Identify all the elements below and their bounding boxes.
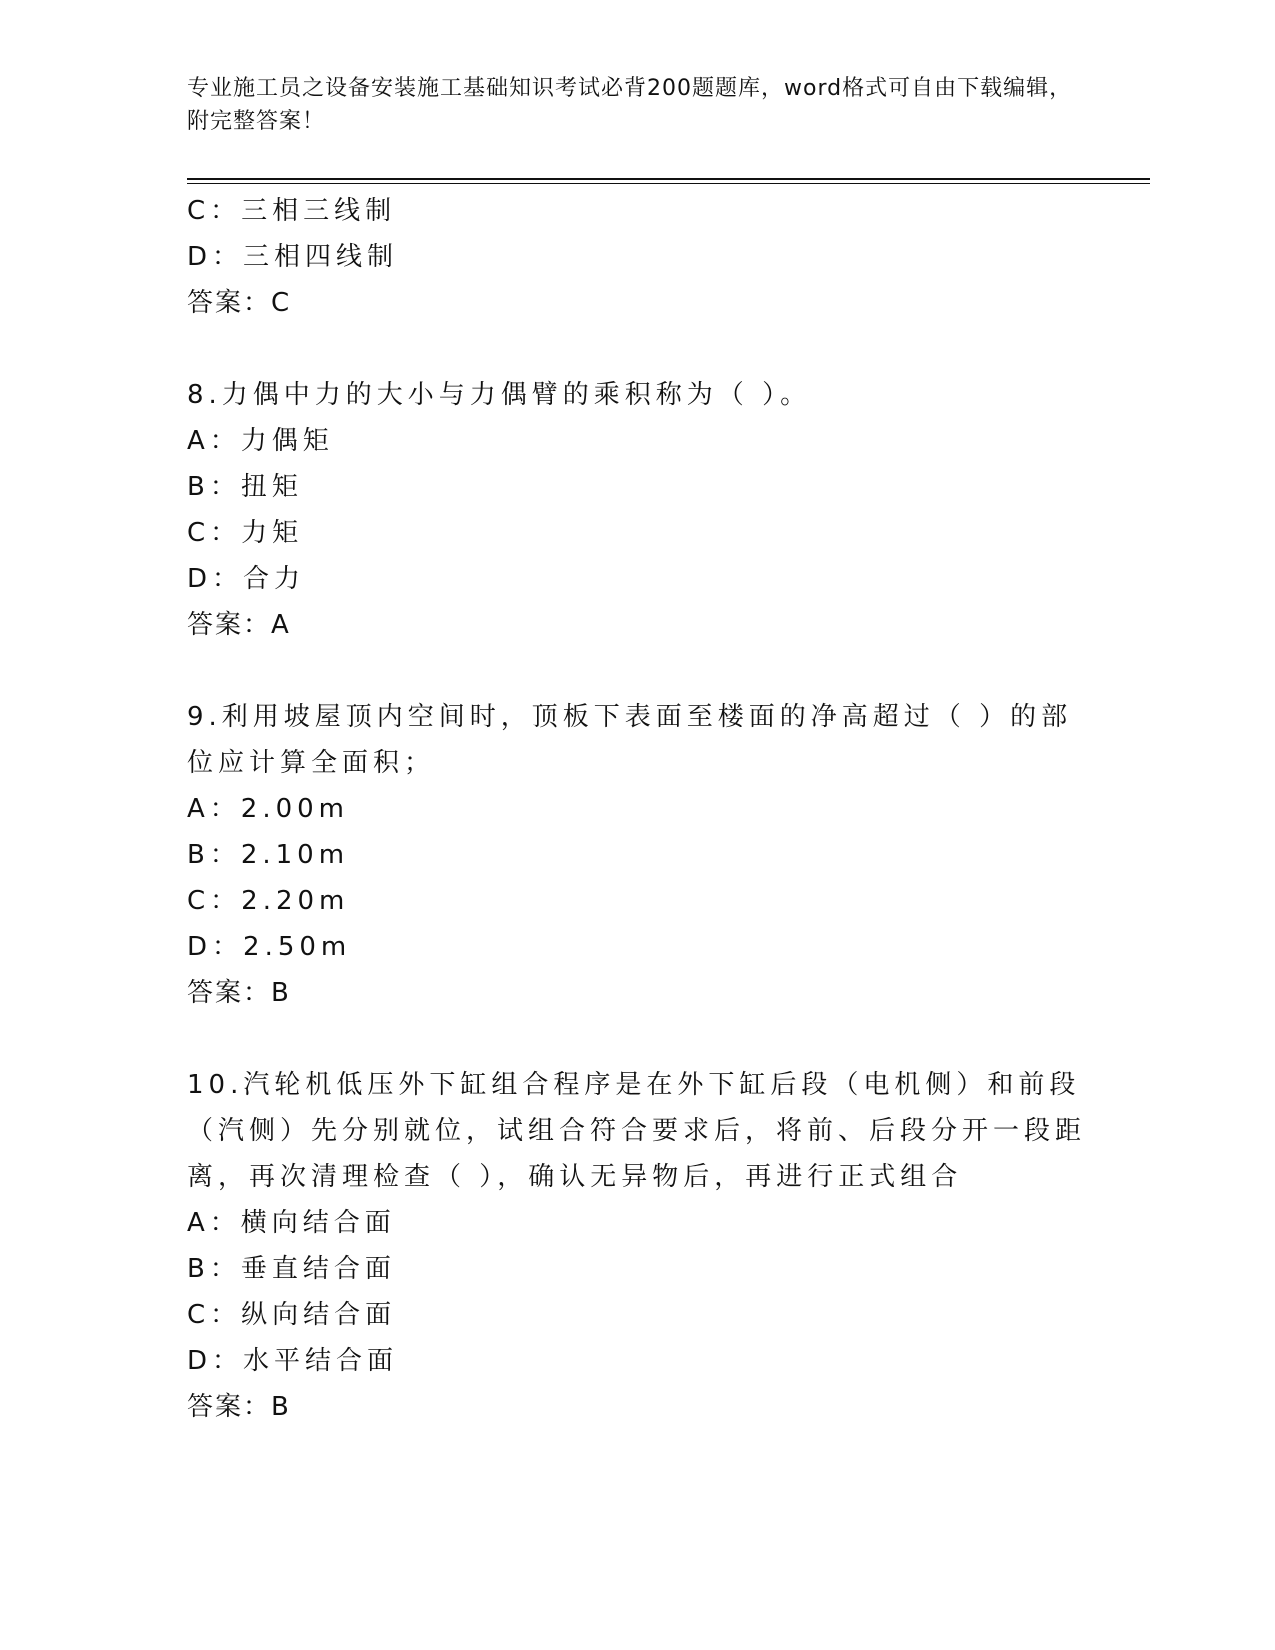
q9-answer: 答案：B — [187, 978, 291, 1008]
q9-option-d: D：2.50m — [187, 932, 352, 962]
q7-answer: 答案：C — [187, 288, 292, 318]
q10-option-a: A：横向结合面 — [187, 1208, 396, 1238]
q10-answer: 答案：B — [187, 1392, 291, 1422]
q7-option-c: C：三相三线制 — [187, 196, 397, 226]
header-divider-thin — [187, 183, 1150, 184]
q9-option-b: B：2.10m — [187, 840, 350, 870]
q8-option-d: D：合力 — [187, 564, 306, 594]
header-divider-thick — [187, 178, 1150, 180]
q8-answer: 答案：A — [187, 610, 291, 640]
q9-question: 9.利用坡屋顶内空间时，顶板下表面至楼面的净高超过（ ）的部位应计算全面积； — [187, 702, 1073, 778]
q8-option-b: B：扭矩 — [187, 472, 303, 502]
q10-question: 10.汽轮机低压外下缸组合程序是在外下缸后段（电机侧）和前段（汽侧）先分别就位，试组合符合要求后，将前、后段分开一段距离，再次清理检查（ ），确认无异物后，再进行正式组合 — [187, 1070, 1087, 1192]
q9-option-a: A：2.00m — [187, 794, 350, 824]
q7-option-d: D：三相四线制 — [187, 242, 399, 272]
q8-option-a: A：力偶矩 — [187, 426, 334, 456]
spacer — [187, 326, 1087, 372]
q8-question: 8.力偶中力的大小与力偶臂的乘积称为（ ）。 — [187, 380, 812, 410]
q9-option-c: C：2.20m — [187, 886, 350, 916]
spacer — [187, 1016, 1087, 1062]
q10-option-b: B：垂直结合面 — [187, 1254, 396, 1284]
spacer — [187, 648, 1087, 694]
document-header: 专业施工员之设备安装施工基础知识考试必背200题题库，word格式可自由下载编辑，附完整答案！ — [187, 76, 1073, 134]
q10-option-c: C：纵向结合面 — [187, 1300, 397, 1330]
q8-option-c: C：力矩 — [187, 518, 304, 548]
question-list — [187, 188, 1087, 1430]
q10-option-d: D：水平结合面 — [187, 1346, 399, 1376]
